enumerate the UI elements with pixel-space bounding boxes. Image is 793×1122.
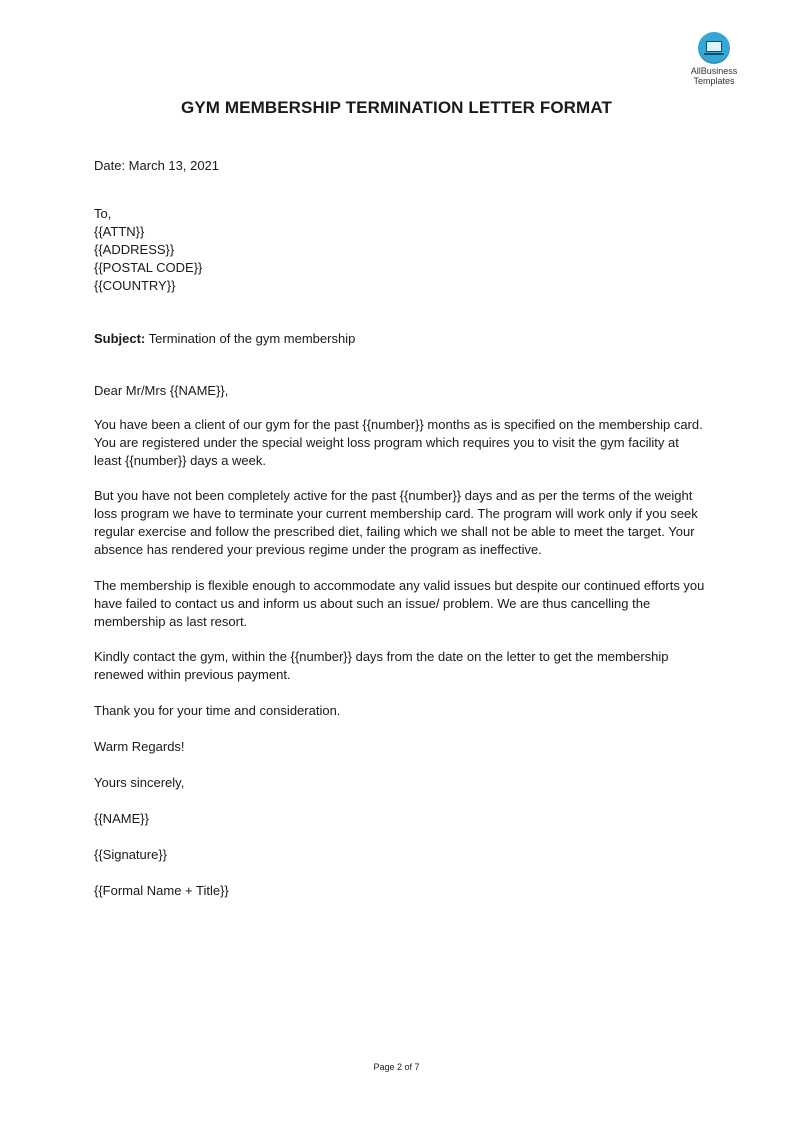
body-paragraph-2: But you have not been completely active for the past {{number}} days and as per the terms of the weight loss program we have to terminate your current membership card. The program will work only if you seek regular exercise and follow the prescribed diet, failing which we shall not be able to meet the target. Your absence has rendered your previous regime under the program as ineffective. xyxy=(94,488,698,557)
subject-label: Subject: xyxy=(94,331,146,346)
address-attn: {{ATTN}} xyxy=(94,224,145,239)
brand-name-line2: Templates xyxy=(693,76,735,86)
subject-line xyxy=(94,330,355,348)
page-number: Page 2 of 7 xyxy=(373,1062,420,1072)
address-postal-code: {{POSTAL CODE}} xyxy=(94,260,203,275)
salutation: Dear Mr/Mrs {{NAME}}, xyxy=(94,383,229,398)
closing-thanks: Thank you for your time and consideration. xyxy=(94,703,341,718)
brand-name-line1: AllBusiness xyxy=(690,66,738,76)
date-line: Date: March 13, 2021 xyxy=(94,158,220,173)
brand-logo xyxy=(681,32,747,86)
address-country: {{COUNTRY}} xyxy=(94,278,176,293)
closing-regards: Warm Regards! xyxy=(94,739,185,754)
address-to: To, xyxy=(94,206,112,221)
closing-name: {{NAME}} xyxy=(94,811,149,826)
body-paragraph-4: Kindly contact the gym, within the {{number}} days from the date on the letter to get the membership renewed within previous payment. xyxy=(94,649,669,682)
brand-name xyxy=(681,66,747,86)
body-paragraph-3: The membership is flexible enough to accommodate any valid issues but despite our continued efforts you have failed to contact us and inform us about such an issue/ problem. We are thus cancelling the membership as last resort. xyxy=(94,578,705,629)
closing-signature: {{Signature}} xyxy=(94,847,168,862)
closing-formal-name: {{Formal Name + Title}} xyxy=(94,883,229,898)
subject-text: Termination of the gym membership xyxy=(145,331,356,346)
address-street: {{ADDRESS}} xyxy=(94,242,175,257)
laptop-icon xyxy=(698,32,730,64)
closing-sincerely: Yours sincerely, xyxy=(94,775,185,790)
body-paragraph-1: You have been a client of our gym for the past {{number}} months as is specified on the membership card. You are registered under the special weight loss program which requires you to visit the gym facility at least {{number}} days a week. xyxy=(94,417,703,468)
document-title: GYM MEMBERSHIP TERMINATION LETTER FORMAT xyxy=(181,98,612,117)
